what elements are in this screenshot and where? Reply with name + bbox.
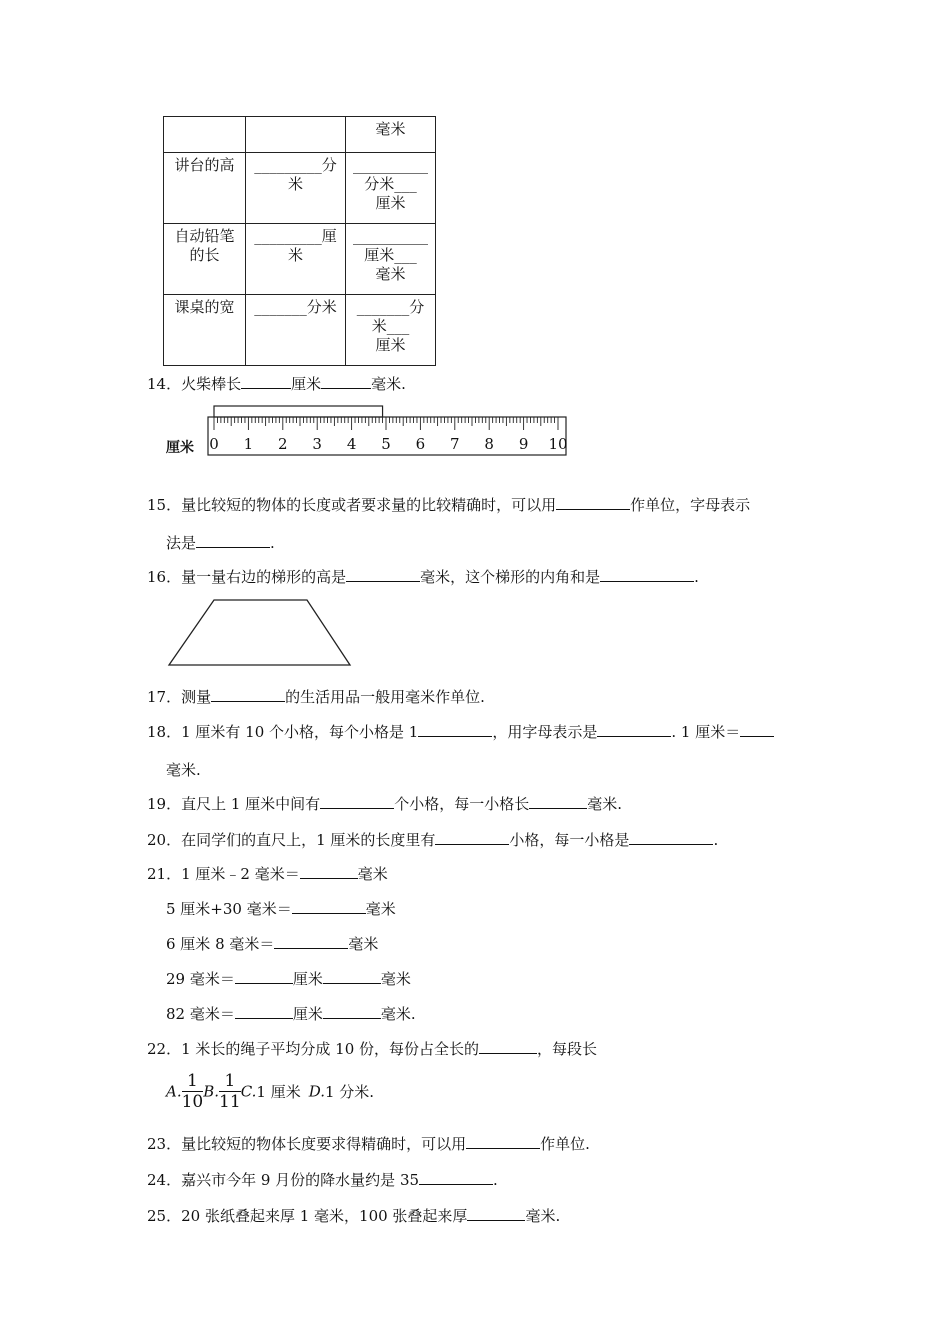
answer-blank[interactable] [479, 1039, 537, 1054]
answer-blank[interactable] [323, 1004, 381, 1019]
table-answer-cell [246, 224, 346, 295]
option-b-fraction [219, 1071, 241, 1112]
answer-blank[interactable] [320, 794, 394, 809]
question-text: . [713, 831, 719, 849]
question-21-line-4 [166, 968, 411, 989]
table-answer-line: 米 [287, 175, 303, 193]
ruler-tick-label: 3 [312, 435, 322, 453]
question-text: 小格，每一小格是 [509, 831, 630, 849]
answer-blank[interactable] [556, 495, 630, 510]
ruler-tick-label: 6 [415, 435, 426, 453]
question-text: 6 厘米 8 毫米＝ [166, 935, 275, 953]
answer-blank[interactable] [529, 794, 587, 809]
question-text: 毫米. [371, 375, 406, 393]
question-number: 19． [147, 795, 182, 813]
table-item-cell [164, 153, 246, 224]
answer-blank[interactable] [600, 567, 694, 582]
question-number: 18． [147, 723, 182, 741]
question-number: 24． [147, 1171, 182, 1189]
table-answer-line[interactable]: __________ [353, 156, 428, 174]
question-text: . [694, 568, 699, 586]
answer-blank[interactable] [323, 969, 381, 984]
question-text: ，每段长 [537, 1040, 598, 1058]
question-text: 厘米 [292, 1005, 323, 1023]
ruler-tick-label: 8 [484, 435, 494, 453]
table-header-cell [246, 117, 346, 153]
table-answer-cell [346, 224, 436, 295]
question-number: 22． [147, 1040, 182, 1058]
answer-blank[interactable] [321, 374, 371, 389]
table-answer-line: 厘米 [375, 194, 406, 212]
table-item-cell [164, 295, 246, 366]
table-answer-line[interactable]: 分米___ [364, 175, 417, 193]
ruler-tick-label: 5 [381, 435, 391, 453]
fraction-numerator: 1 [182, 1071, 204, 1092]
answer-blank[interactable] [419, 1170, 493, 1185]
ruler-ticks [214, 417, 558, 430]
question-text: 直尺上 1 厘米中间有 [181, 795, 321, 813]
question-number: 23． [147, 1135, 182, 1153]
question-21-line-2 [166, 898, 396, 919]
answer-blank[interactable] [235, 1004, 293, 1019]
option-a-letter[interactable]: A. [166, 1082, 182, 1101]
question-text: . 1 厘米＝ [671, 723, 741, 741]
table-item-cell [164, 224, 246, 295]
question-text: . [493, 1171, 498, 1189]
question-text: 作单位. [540, 1135, 590, 1153]
option-b-letter[interactable]: B. [203, 1082, 220, 1101]
question-15-cont [166, 532, 275, 553]
question-number: 25． [147, 1207, 182, 1225]
question-text: 毫米 [380, 970, 411, 988]
table-row [164, 295, 436, 366]
question-text: 嘉兴市今年 9 月份的降水量约是 35 [181, 1171, 420, 1189]
question-17 [147, 686, 485, 707]
question-number: 21． [147, 865, 182, 883]
fraction-numerator: 1 [219, 1071, 241, 1092]
table-header-cell [164, 117, 246, 153]
question-text: . [270, 534, 275, 552]
question-18 [147, 721, 774, 742]
option-c-letter[interactable]: C. [240, 1082, 257, 1101]
question-text: 82 毫米＝ [166, 1005, 235, 1023]
table-answer-line: 厘米 [375, 336, 406, 354]
ruler-tick-label: 2 [278, 435, 288, 453]
question-23 [147, 1133, 590, 1154]
table-answer-line: 米 [287, 246, 303, 264]
answer-blank[interactable] [435, 830, 509, 845]
question-text: 测量 [181, 688, 212, 706]
question-text: 20 张纸叠起来厚 1 毫米，100 张叠起来厚 [181, 1207, 468, 1225]
question-21-line-3 [166, 933, 378, 954]
question-number: 14． [147, 375, 182, 393]
answer-blank[interactable] [418, 722, 492, 737]
question-text: 1 米长的绳子平均分成 10 份，每份占全长的 [181, 1040, 480, 1058]
trapezoid-shape [169, 600, 350, 665]
question-text: 在同学们的直尺上，1 厘米的长度里有 [181, 831, 436, 849]
answer-blank[interactable] [241, 374, 291, 389]
table-item-label: 讲台的高 [174, 156, 235, 174]
table-answer-cell [346, 295, 436, 366]
question-text: 毫米. [587, 795, 622, 813]
answer-blank[interactable] [196, 533, 270, 548]
question-21-line-5 [166, 1003, 416, 1024]
question-text: 毫米. [380, 1005, 416, 1023]
question-14 [147, 373, 406, 394]
table-item-label: 自动铅笔 [174, 227, 235, 245]
answer-blank[interactable] [467, 1206, 525, 1221]
question-19 [147, 793, 622, 814]
question-text: 量比较短的物体长度要求得精确时，可以用 [181, 1135, 467, 1153]
answer-blank[interactable] [211, 687, 285, 702]
question-text: 法是 [166, 534, 197, 552]
question-22-options [166, 1071, 374, 1112]
question-text: 厘米 [292, 970, 323, 988]
question-25 [147, 1205, 560, 1226]
table-answer-line[interactable]: _________分 [254, 156, 337, 174]
table-item-label: 的长 [189, 246, 220, 264]
table-answer-line[interactable]: 厘米___ [364, 246, 417, 264]
option-a-fraction [182, 1071, 204, 1112]
answer-blank[interactable] [740, 722, 774, 737]
question-text: 作单位，字母表示 [630, 496, 751, 514]
option-d-letter[interactable]: D. [308, 1082, 325, 1101]
answer-blank[interactable] [274, 934, 348, 949]
question-text: 的生活用品一般用毫米作单位. [285, 688, 485, 706]
answer-blank[interactable] [597, 722, 671, 737]
question-number: 17． [147, 688, 182, 706]
fraction-denominator: 11 [219, 1092, 241, 1112]
table-header-cell: 毫米 [346, 117, 436, 153]
question-20 [147, 829, 718, 850]
answer-blank[interactable] [292, 899, 366, 914]
question-text: 厘米 [291, 375, 322, 393]
measurement-table [163, 116, 436, 366]
table-item-label: 课桌的宽 [174, 298, 235, 316]
ruler-tick-label: 9 [518, 435, 529, 453]
ruler-tick-label: 4 [346, 435, 357, 453]
table-answer-cell [246, 295, 346, 366]
table-answer-line[interactable]: __________ [353, 227, 428, 245]
question-text: 毫米 [365, 900, 396, 918]
answer-blank[interactable] [629, 830, 713, 845]
matchstick [214, 406, 383, 417]
table-answer-line[interactable]: 米___ [371, 317, 410, 335]
question-number: 16． [147, 568, 182, 586]
fraction-denominator: 10 [181, 1092, 204, 1112]
answer-blank[interactable] [235, 969, 293, 984]
ruler-tick-label: 1 [243, 435, 254, 453]
ruler-tick-label: 10 [548, 435, 568, 453]
ruler-figure [200, 403, 570, 459]
answer-blank[interactable] [346, 567, 420, 582]
table-row [164, 224, 436, 295]
question-text: 量比较短的物体的长度或者要求量的比较精确时，可以用 [181, 496, 557, 514]
question-21 [147, 863, 388, 884]
question-24 [147, 1169, 498, 1190]
answer-blank[interactable] [300, 864, 358, 879]
ruler-tick-label: 7 [450, 435, 460, 453]
ruler-tick-label: 0 [209, 435, 219, 453]
question-text: 毫米，这个梯形的内角和是 [420, 568, 601, 586]
answer-blank[interactable] [466, 1134, 540, 1149]
question-15 [147, 494, 750, 515]
question-text: 毫米. [525, 1207, 561, 1225]
table-answer-line[interactable]: _________厘 [254, 227, 337, 245]
question-text: 毫米. [166, 761, 201, 779]
table-answer-line: 毫米 [375, 265, 406, 283]
question-text: 1 厘米有 10 个小格，每个小格是 1 [181, 723, 419, 741]
table-answer-line[interactable]: _______分 [356, 298, 425, 316]
question-18-cont [166, 759, 201, 780]
question-text: ，用字母表示是 [492, 723, 598, 741]
question-text: 1 厘米﹣2 毫米＝ [181, 865, 300, 883]
table-answer-line[interactable]: _______分米 [254, 298, 337, 316]
question-number: 20． [147, 831, 182, 849]
question-number: 15． [147, 496, 182, 514]
ruler-unit-label: 厘米 [166, 440, 194, 456]
question-text: 个小格，每一小格长 [394, 795, 530, 813]
question-text: 量一量右边的梯形的高是 [181, 568, 347, 586]
option-d-text: 1 分米. [324, 1083, 375, 1101]
table-row [164, 153, 436, 224]
ruler-tick-labels [209, 435, 567, 453]
option-c-text: 1 厘米 [256, 1083, 301, 1101]
table-header-row [164, 117, 436, 153]
question-text: 毫米 [348, 935, 379, 953]
table-answer-cell [246, 153, 346, 224]
question-16 [147, 566, 699, 587]
trapezoid-figure [166, 597, 354, 669]
question-22 [147, 1038, 597, 1059]
question-text: 5 厘米+30 毫米＝ [166, 900, 292, 918]
question-text: 29 毫米＝ [166, 970, 235, 988]
question-text: 火柴棒长 [181, 375, 242, 393]
question-text: 毫米 [357, 865, 388, 883]
table-answer-cell [346, 153, 436, 224]
